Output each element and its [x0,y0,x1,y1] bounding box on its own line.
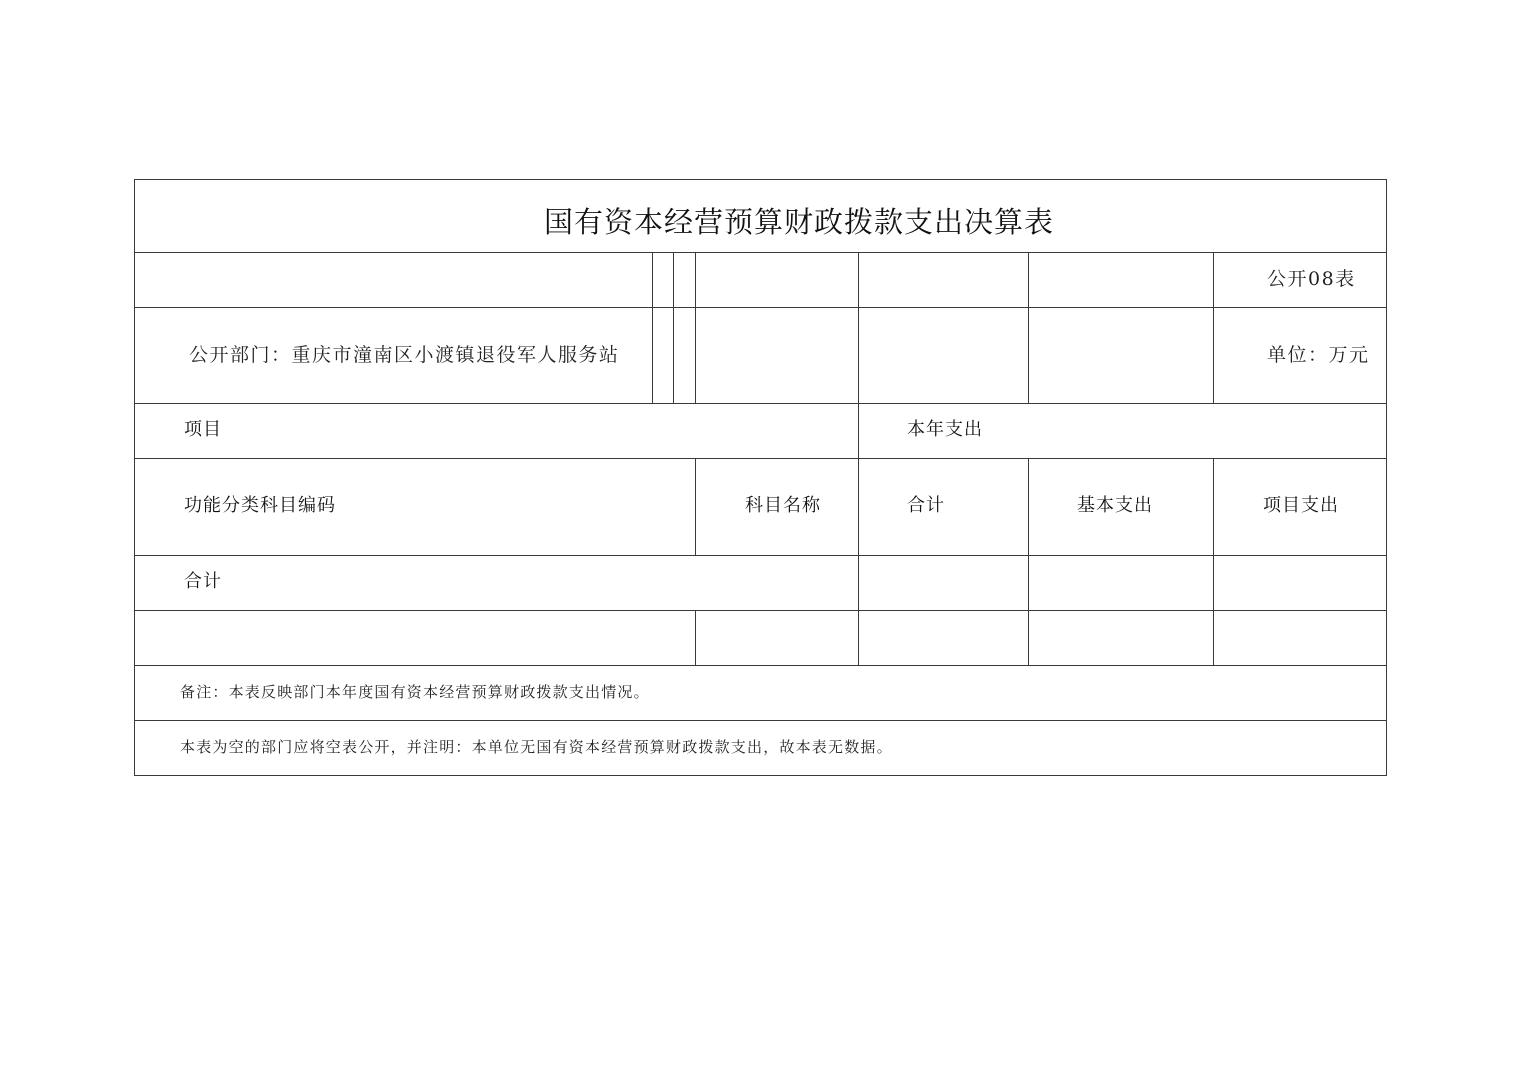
department-label: 公开部门：重庆市潼南区小渡镇退役军人服务站 [189,344,620,366]
table-border-bottom [134,775,1387,776]
note-line-2: 本表为空的部门应将空表公开，并注明：本单位无国有资本经营预算财政拨款支出，故本表无数据。 [180,738,893,756]
rule-below-title [134,252,1387,253]
unit-label: 单位：万元 [1267,344,1370,366]
rule-below-department [134,403,1387,404]
table-border-right [1386,179,1387,776]
meta-divider-1 [652,252,653,403]
note-line-1: 备注：本表反映部门本年度国有资本经营预算财政拨款支出情况。 [180,683,650,701]
header-item: 项目 [184,419,222,440]
column-divider-project-body [1213,458,1214,665]
rule-below-header-2 [134,555,1387,556]
column-divider-basic [1028,458,1029,665]
header-function-code: 功能分类科目编码 [184,495,336,516]
meta-divider-3 [695,252,696,403]
rule-below-empty-row [134,665,1387,666]
table-border-left [134,179,135,776]
meta-divider-2 [673,252,674,403]
header-total: 合计 [907,495,945,516]
budget-report-table [134,179,1387,776]
table-border-top [134,179,1387,180]
rule-below-header-1 [134,458,1387,459]
header-current-year-expense: 本年支出 [907,419,983,440]
rule-below-note-1 [134,720,1387,721]
table-number-label: 公开08表 [1267,268,1356,290]
total-row-label: 合计 [184,571,222,592]
column-divider-subject [695,458,696,555]
column-divider-total [858,252,859,665]
meta-divider-4 [1028,252,1029,403]
column-divider-subject-empty-row [695,610,696,665]
header-project-expense: 项目支出 [1263,495,1339,516]
rule-below-total-row [134,610,1387,611]
header-subject-name: 科目名称 [745,495,821,516]
rule-below-table-number [134,307,1387,308]
column-divider-project [1213,252,1214,403]
header-basic-expense: 基本支出 [1077,495,1153,516]
report-title: 国有资本经营预算财政拨款支出决算表 [544,205,1055,239]
